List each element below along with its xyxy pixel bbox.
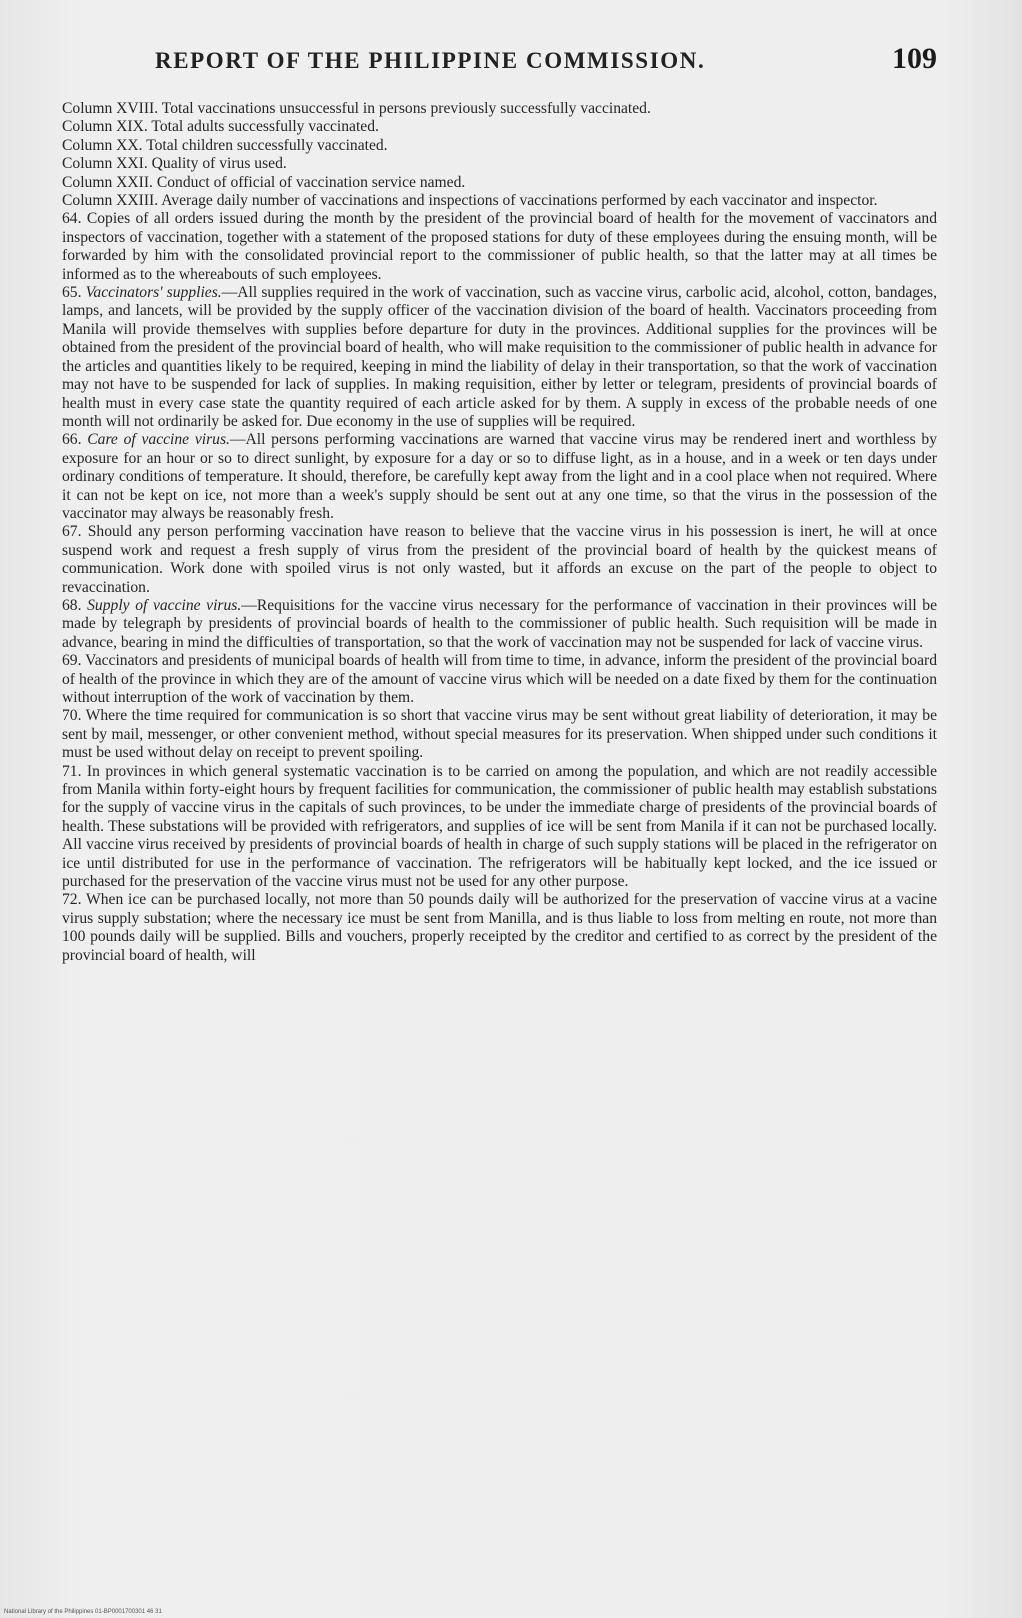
paragraph-heading: Care of vaccine virus. <box>87 431 230 449</box>
paragraph-number: 67. <box>62 523 88 541</box>
paragraph-number: 66. <box>62 431 88 449</box>
column-definition: Column XXIII. Average daily number of vaccinations and inspections of vaccinations performed by each vaccinator and inspector. <box>62 192 878 210</box>
paragraph-68 <box>62 597 937 652</box>
paragraph-text: —All supplies required in the work of vaccination, such as vaccine virus, carbolic acid, alcohol, cotton, bandages, lamps, and lancets, will be provided by the supply officer of the vaccination division of the board of health. Vaccinators proceeding from Manila will provide themselves with supplies before departure for duty in the provinces. Additional supplies for the provinces will be obtained from the president of the provincial board of health, who will make requisition to the commissioner of public health in advance for the articles and quantities likely to be required, keeping in mind the liability of delay in their transportation, so that the work of vaccination may not have to be suspended for lack of supplies. In making requisition, either by letter or telegram, presidents of provincial boards of health must in every case state the quantity required of each article asked for by them. A supply in excess of the probable needs of one month will not ordinarily be asked for. Due economy in the use of supplies will be required. <box>62 284 937 430</box>
paragraph-heading: Supply of vaccine virus. <box>87 596 242 614</box>
paragraph-71 <box>62 763 937 892</box>
paragraph-text: —Requisitions for the vaccine virus necessary for the performance of vaccination in their provinces will be made by telegraph by presidents of provincial boards of health to the commissioner of public health. Such requisition will be made in advance, bearing in mind the difficulties of transportation, so that the work of vaccination may not be suspended for lack of vaccine virus. <box>62 596 938 651</box>
column-definition: Column XX. Total children successfully vaccinated. <box>62 136 388 154</box>
paragraph-70 <box>62 707 937 762</box>
paragraph-text: Where the time required for communication is so short that vaccine virus may be sent without great liability of deterioration, it may be sent by mail, messenger, or other convenient method, without special measures for its preservation. When shipped under such conditions it must be used without delay on receipt to prevent spoiling. <box>62 707 938 762</box>
paragraph-text: Should any person performing vaccination have reason to believe that the vaccine virus in his possession is inert, he will at once suspend work and request a fresh supply of virus from the president of the provincial board of health by the quickest means of communication. Work done with spoiled virus is not only wasted, but it affords an excuse on the part of the people to object to revaccination. <box>62 523 937 596</box>
paragraph-number: 64. <box>62 210 87 228</box>
column-definition: Column XIX. Total adults successfully vaccinated. <box>62 118 379 136</box>
paragraph-number: 70. <box>62 707 86 725</box>
paragraph-text: In provinces in which general systematic vaccination is to be carried on among the population, and which are not readily accessible from Manila within forty-eight hours by frequent facilities for communication, the commissioner of public health may establish substations for the supply of vaccine virus in the capitals of such provinces, to be under the immediate charge of presidents of the provincial boards of health. These substations will be provided with refrigerators, and supplies of ice will be sent from Manila if it can not be purchased locally. All vaccine virus received by presidents of provincial boards of health in charge of such supply stations will be placed in the refrigerator on ice until distributed for use in the performance of vaccination. The refrigerators will be habitually kept locked, and the ice issued or purchased for the preservation of the vaccine virus must not be used for any other purpose. <box>62 762 938 891</box>
paragraph-65 <box>62 284 937 431</box>
body-text <box>62 100 937 965</box>
page-header <box>155 42 945 82</box>
paragraph-64 <box>62 210 937 284</box>
column-definition: Column XXII. Conduct of official of vaccination service named. <box>62 173 466 191</box>
paragraph-text: —All persons performing vaccinations are warned that vaccine virus may be rendered inert and worthless by exposure for an hour or so to direct sunlight, by exposure for a day or so to diffuse light, as in a house, and in a week or ten days under ordinary conditions of temperature. It should, therefore, be carefully kept away from the light and in a cool place when not required. Where it can not be kept on ice, not more than a week's supply should be sent out at any one time, so that the virus in the possession of the vaccinator may always be reasonably fresh. <box>62 431 937 522</box>
paragraph-number: 72. <box>62 891 87 909</box>
paragraph-72 <box>62 891 937 965</box>
paragraph-number: 69. <box>62 652 86 670</box>
paragraph-66 <box>62 431 937 523</box>
paragraph-69 <box>62 652 937 707</box>
paragraph-number: 65. <box>62 284 86 302</box>
paragraph-number: 68. <box>62 596 88 614</box>
running-title: REPORT OF THE PHILIPPINE COMMISSION. <box>155 48 706 73</box>
paragraph-67 <box>62 523 937 597</box>
column-definition: Column XVIII. Total vaccinations unsuccessful in persons previously successfully vaccinated. <box>62 100 651 117</box>
page-number: 109 <box>892 42 937 75</box>
paragraph-text: Vaccinators and presidents of municipal boards of health will from time to time, in advance, inform the president of the provincial board of health of the province in which they are of the amount of vaccine virus which will be needed on a date fixed by them for the continuation without interruption of the work of vaccination by them. <box>62 652 937 706</box>
column-definition: Column XXI. Quality of virus used. <box>62 155 287 173</box>
paragraph-number: 71. <box>62 762 87 780</box>
paragraph-text: When ice can be purchased locally, not more than 50 pounds daily will be authorized for the preservation of vaccine virus at a vacine virus supply substation; where the necessary ice must be sent from Manilla, and is thus liable to loss from melting en route, not more than 100 pounds daily will be supplied. Bills and vouchers, properly receipted by the creditor and certified to as correct by the president of the provincial board of health, will <box>62 891 937 964</box>
scan-credit: National Library of the Philippines 01-BP0001700301 46 31 <box>4 1609 162 1615</box>
paragraph-text: Copies of all orders issued during the month by the president of the provincial board of health for the movement of vaccinators and inspectors of vaccination, together with a statement of the proposed stations for duty of these employees during the ensuing month, will be forwarded by him with the consolidated provincial report to the commissioner of public health, so that the latter may at all times be informed as to the whereabouts of such employees. <box>62 210 938 283</box>
paragraph-heading: Vaccinators' supplies. <box>85 284 222 302</box>
